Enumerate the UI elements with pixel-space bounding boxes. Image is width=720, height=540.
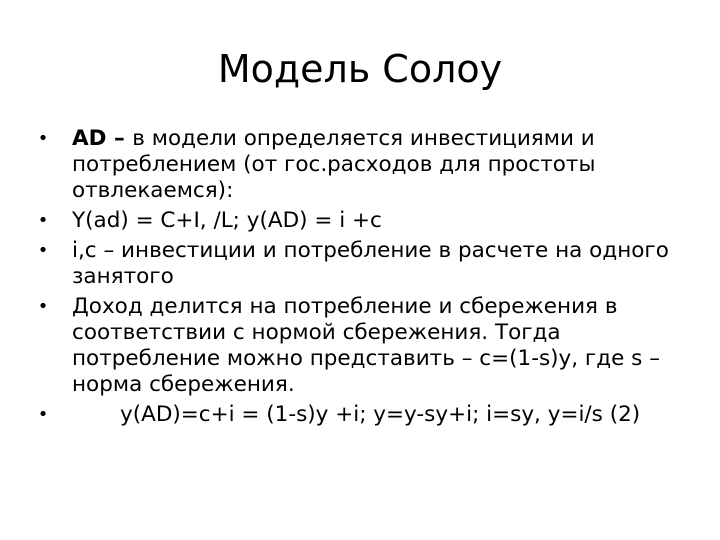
bullet-text: Y(ad) = C+I, /L; y(AD) = i +c bbox=[72, 208, 382, 233]
bullet-dot-icon: • bbox=[37, 210, 49, 231]
bullet-list bbox=[36, 126, 686, 432]
bullet-item-formula-ad bbox=[36, 208, 686, 234]
bullet-item-income-split bbox=[36, 294, 686, 398]
bullet-text bbox=[72, 126, 686, 204]
slide-title: Модель Солоу bbox=[217, 47, 503, 91]
bullet-item-equation-2 bbox=[36, 402, 686, 428]
bullet-dot-icon: • bbox=[37, 404, 49, 425]
bullet-bold-prefix: AD – bbox=[72, 126, 133, 151]
bullet-item-ic-definition bbox=[36, 238, 686, 290]
bullet-text: y(AD)=c+i = (1-s)y +i; y=y-sy+i; i=sy, y=i/s (2) bbox=[120, 402, 641, 427]
bullet-body: в модели определяется инвестициями и потреблением (от гос.расходов для простоты отвлекаемся): bbox=[72, 126, 596, 203]
bullet-text: i,c – инвестиции и потребление в расчете на одного занятого bbox=[72, 238, 669, 289]
bullet-dot-icon: • bbox=[37, 296, 49, 317]
bullet-dot-icon: • bbox=[37, 128, 49, 149]
bullet-dot-icon: • bbox=[37, 240, 49, 261]
bullet-text: Доход делится на потребление и сбережения в соответствии с нормой сбережения. Тогда потребление можно представить – c=(1-s)y, где s – норма сбережения. bbox=[72, 294, 660, 397]
bullet-item-ad-definition bbox=[36, 126, 686, 204]
